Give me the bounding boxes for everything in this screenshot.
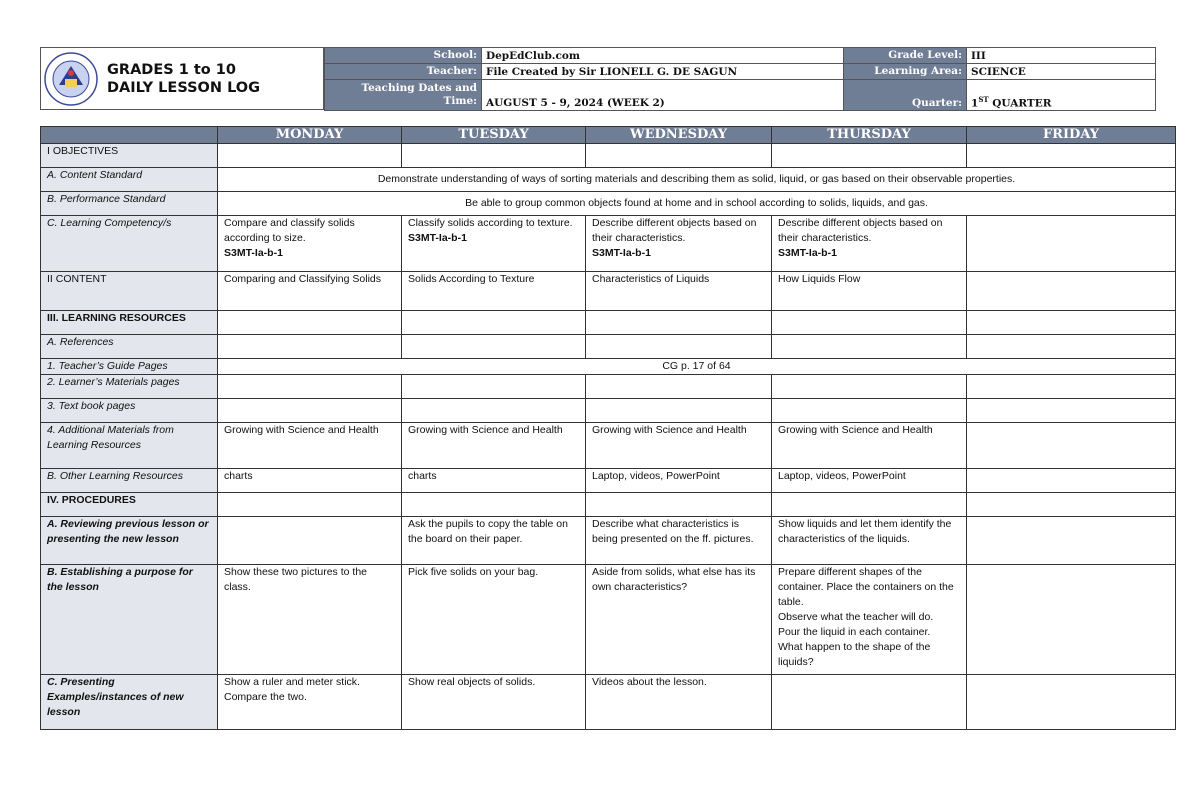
row-label-other-resources: B. Other Learning Resources: [41, 469, 218, 493]
table-cell: [402, 144, 586, 168]
teacher-label: Teacher:: [325, 64, 482, 80]
reviewing-cell-friday: [967, 517, 1176, 565]
school-label: School:: [325, 48, 482, 64]
reviewing-cell-monday: [218, 517, 402, 565]
reviewing-cell-thursday: Show liquids and let them identify the characteristics of the liquids.: [772, 517, 967, 565]
row-label-content: II CONTENT: [41, 272, 218, 311]
school-value: DepEdClub.com: [482, 48, 844, 64]
table-cell: [218, 144, 402, 168]
row-label-presenting: C. Presenting Examples/instances of new lesson: [41, 675, 218, 730]
table-cell: [586, 311, 772, 335]
other-resources-cell-wednesday: Laptop, videos, PowerPoint: [586, 469, 772, 493]
purpose-cell-friday: [967, 565, 1176, 675]
quarter-label: Quarter:: [844, 80, 967, 111]
content-cell-thursday: How Liquids Flow: [772, 272, 967, 311]
table-cell: [967, 311, 1176, 335]
other-resources-cell-tuesday: charts: [402, 469, 586, 493]
table-cell: [967, 399, 1176, 423]
dates-value: AUGUST 5 - 9, 2024 (WEEK 2): [482, 80, 844, 111]
additional-cell-thursday: Growing with Science and Health: [772, 423, 967, 469]
table-cell: [772, 335, 967, 359]
row-label-procedures: IV. PROCEDURES: [41, 493, 218, 517]
table-cell: [218, 335, 402, 359]
content-cell-friday: [967, 272, 1176, 311]
table-cell: [772, 399, 967, 423]
purpose-cell-thursday: Prepare different shapes of the container. Place the containers on the table. Observe what the teacher will do. Pour the liquid in each container. What happen to the shape of the liquids?: [772, 565, 967, 675]
additional-cell-tuesday: Growing with Science and Health: [402, 423, 586, 469]
presenting-cell-monday: Show a ruler and meter stick. Compare the two.: [218, 675, 402, 730]
reviewing-cell-wednesday: Describe what characteristics is being presented on the ff. pictures.: [586, 517, 772, 565]
table-cell: [218, 311, 402, 335]
table-cell: [772, 144, 967, 168]
header-corner: [41, 127, 218, 144]
table-cell: [586, 335, 772, 359]
presenting-cell-tuesday: Show real objects of solids.: [402, 675, 586, 730]
page-title-line1: GRADES 1 to 10: [107, 62, 236, 78]
table-cell: [586, 144, 772, 168]
table-cell: [967, 335, 1176, 359]
table-cell: [772, 375, 967, 399]
content-cell-tuesday: Solids According to Texture: [402, 272, 586, 311]
table-cell: [402, 375, 586, 399]
row-label-teachers-guide: 1. Teacher’s Guide Pages: [41, 359, 218, 375]
daily-lesson-table: [40, 126, 1176, 730]
other-resources-cell-friday: [967, 469, 1176, 493]
row-label-purpose: B. Establishing a purpose for the lesson: [41, 565, 218, 675]
day-header-tuesday: TUESDAY: [402, 127, 586, 144]
additional-cell-wednesday: Growing with Science and Health: [586, 423, 772, 469]
lesson-meta-table: [324, 47, 1156, 111]
dates-label: Teaching Dates and Time:: [325, 80, 482, 111]
table-cell: [402, 493, 586, 517]
page-title-line2: DAILY LESSON LOG: [107, 80, 261, 96]
competency-cell-friday: [967, 216, 1176, 272]
content-cell-wednesday: Characteristics of Liquids: [586, 272, 772, 311]
day-header-wednesday: WEDNESDAY: [586, 127, 772, 144]
table-cell: [402, 399, 586, 423]
competency-cell-tuesday: Classify solids according to texture. S3MT-Ia-b-1: [402, 216, 586, 272]
day-header-thursday: THURSDAY: [772, 127, 967, 144]
row-label-content-standard: A. Content Standard: [41, 168, 218, 192]
teachers-guide-pages: CG p. 17 of 64: [218, 359, 1176, 375]
table-cell: [967, 144, 1176, 168]
area-value: SCIENCE: [967, 64, 1156, 80]
table-cell: [772, 311, 967, 335]
other-resources-cell-monday: charts: [218, 469, 402, 493]
table-cell: [586, 375, 772, 399]
table-cell: [772, 493, 967, 517]
additional-cell-friday: [967, 423, 1176, 469]
content-standard-text: Demonstrate understanding of ways of sorting materials and describing them as solid, liquid, or gas based on their observable properties.: [218, 168, 1176, 192]
table-cell: [586, 493, 772, 517]
table-cell: [586, 399, 772, 423]
row-label-objectives: I OBJECTIVES: [41, 144, 218, 168]
presenting-cell-wednesday: Videos about the lesson.: [586, 675, 772, 730]
row-label-additional-materials: 4. Additional Materials from Learning Resources: [41, 423, 218, 469]
presenting-cell-friday: [967, 675, 1176, 730]
table-cell: [967, 375, 1176, 399]
table-cell: [218, 375, 402, 399]
other-resources-cell-thursday: Laptop, videos, PowerPoint: [772, 469, 967, 493]
table-cell: [402, 311, 586, 335]
content-cell-monday: Comparing and Classifying Solids: [218, 272, 402, 311]
purpose-cell-wednesday: Aside from solids, what else has its own characteristics?: [586, 565, 772, 675]
quarter-value: 1ST QUARTER: [967, 80, 1156, 111]
performance-standard-text: Be able to group common objects found at home and in school according to solids, liquids, and gas.: [218, 192, 1176, 216]
row-label-reviewing: A. Reviewing previous lesson or presenting the new lesson: [41, 517, 218, 565]
competency-cell-monday: Compare and classify solids according to size. S3MT-Ia-b-1: [218, 216, 402, 272]
competency-cell-wednesday: Describe different objects based on their characteristics. S3MT-Ia-b-1: [586, 216, 772, 272]
day-header-friday: FRIDAY: [967, 127, 1176, 144]
row-label-references: A. References: [41, 335, 218, 359]
presenting-cell-thursday: [772, 675, 967, 730]
reviewing-cell-tuesday: Ask the pupils to copy the table on the board on their paper.: [402, 517, 586, 565]
teacher-value: File Created by Sir LIONELL G. DE SAGUN: [482, 64, 844, 80]
table-cell: [402, 335, 586, 359]
table-cell: [218, 399, 402, 423]
additional-cell-monday: Growing with Science and Health: [218, 423, 402, 469]
day-header-monday: MONDAY: [218, 127, 402, 144]
row-label-learning-resources: III. LEARNING RESOURCES: [41, 311, 218, 335]
table-cell: [967, 493, 1176, 517]
area-label: Learning Area:: [844, 64, 967, 80]
table-cell: [218, 493, 402, 517]
grade-value: III: [967, 48, 1156, 64]
purpose-cell-tuesday: Pick five solids on your bag.: [402, 565, 586, 675]
grade-label: Grade Level:: [844, 48, 967, 64]
row-label-performance-standard: B. Performance Standard: [41, 192, 218, 216]
row-label-competency: C. Learning Competency/s: [41, 216, 218, 272]
row-label-textbook: 3. Text book pages: [41, 399, 218, 423]
row-label-learners-materials: 2. Learner’s Materials pages: [41, 375, 218, 399]
deped-seal-icon: [44, 52, 98, 106]
purpose-cell-monday: Show these two pictures to the class.: [218, 565, 402, 675]
competency-cell-thursday: Describe different objects based on their characteristics. S3MT-Ia-b-1: [772, 216, 967, 272]
